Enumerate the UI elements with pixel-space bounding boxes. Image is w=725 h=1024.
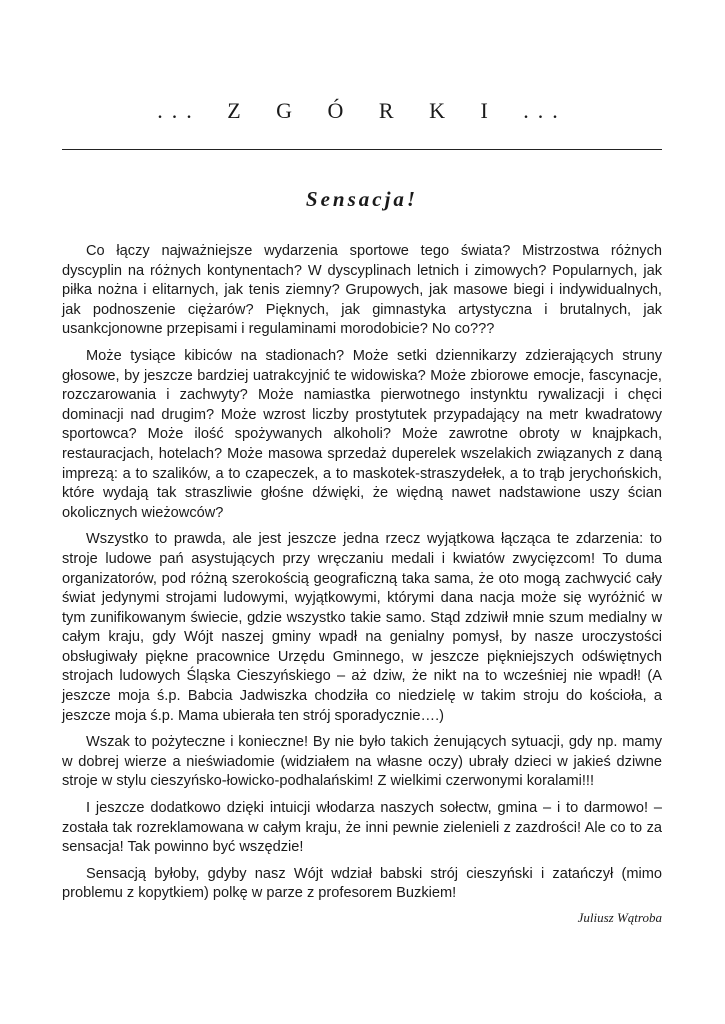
document-page <box>62 0 662 1024</box>
paragraph-1: Co łączy najważniejsze wydarzenia sportowe tego świata? Mistrzostwa różnych dyscyplin na różnych kontynentach? W dyscyplinach letnich i zimowych? Popularnych, jak piłka nożna i elitarnych, jak tenis ziemny? Grupowych, jak masowe biegi i indywidualnych, jak podnoszenie ciężarów? Pięknych, jak gimnastyka artystyczna i brutalnych, jak usankcjonowne przepisami i regulaminami morodobicie? No co??? <box>62 243 662 338</box>
section-header: ... Z G Ó R K I ... <box>157 98 567 123</box>
article-body <box>62 242 662 911</box>
paragraph-2: Może tysiące kibiców na stadionach? Może setki dziennikarzy zdzierających struny głosowe, by jeszcze bardziej uatrakcyjnić te widowiska? Może zbiorowe emocje, fascynacje, rozczarowania i zachwyty? Może namiastka pierwotnego instynktu rywalizacji i chęci dominacji nad drugim? Może wzrost liczby prostytutek przypadający na metr kwadratowy sportowca? Może ilość spożywanych alkoholi? Może zawrotne obroty w knajpkach, restauracjach, hotelach? Może masowa sprzedaż duperelek wszelakich związanych z daną imprezą: a to szalików, a to czapeczek, a to maskotek-straszydełek, a to trąb jerychońskich, które wydają tak straszliwie głośne dźwięki, że więdną nawet nadstawione uszy ścian okolicznych wieżowców? <box>62 347 662 521</box>
header-divider <box>62 149 662 150</box>
paragraph-4: Wszak to pożyteczne i konieczne! By nie było takich żenujących sytuacji, gdy np. mamy w dobrej wierze a nieświadomie (widziałem na własne oczy) ubrały dzieci w jakieś dziwne stroje w stylu cieszyńsko-łowicko-podhalańskim! Z wielkimi czerwonymi koralami!!! <box>62 734 662 790</box>
author-signature: Juliusz Wątroba <box>577 910 662 925</box>
paragraph-3: Wszystko to prawda, ale jest jeszcze jedna rzecz wyjątkowa łącząca te zdarzenia: to stroje ludowe pań asystujących przy wręczaniu medali i kwiatów zwycięzcom! To duma organizatorów, pod różną szerokością geograficzną taka sama, że oto mogą zachwycić cały świat jedynymi strojami ludowymi, wyjątkowymi, którymi dana nacja może się wyróżnić w tym zunifikowanym świecie, gdzie wszystko takie samo. Stąd zdziwił mnie szum medialny w całym kraju, gdy Wójt naszej gminy wpadł na genialny pomysł, by nasze uroczystości obsługiwały piękne pracownice Urzędu Gminnego, w jeszcze piękniejszych odświętnych strojach ludowych Śląska Cieszyńskiego – aż dziw, że nikt na to wcześniej nie wpadł! (A jeszcze moja ś.p. Babcia Jadwiszka chodziła co niedzielę w takim stroju do kościoła, a jeszcze moja ś.p. Mama ubierała ten strój sporadycznie….) <box>62 531 662 724</box>
paragraph-6: Sensacją byłoby, gdyby nasz Wójt wdział babski strój cieszyński i zatańczył (mimo problemu z kopytkiem) polkę w parze z profesorem Buzkiem! <box>62 865 662 902</box>
paragraph-5: I jeszcze dodatkowo dzięki intuicji włodarza naszych sołectw, gmina – i to darmowo! –została tak rozreklamowana w całym kraju, że inni pewnie zielenieli z zazdrości! Ale co to za sensacja! Tak powinno być wszędzie! <box>62 800 662 856</box>
article-title: Sensacja! <box>305 187 419 211</box>
